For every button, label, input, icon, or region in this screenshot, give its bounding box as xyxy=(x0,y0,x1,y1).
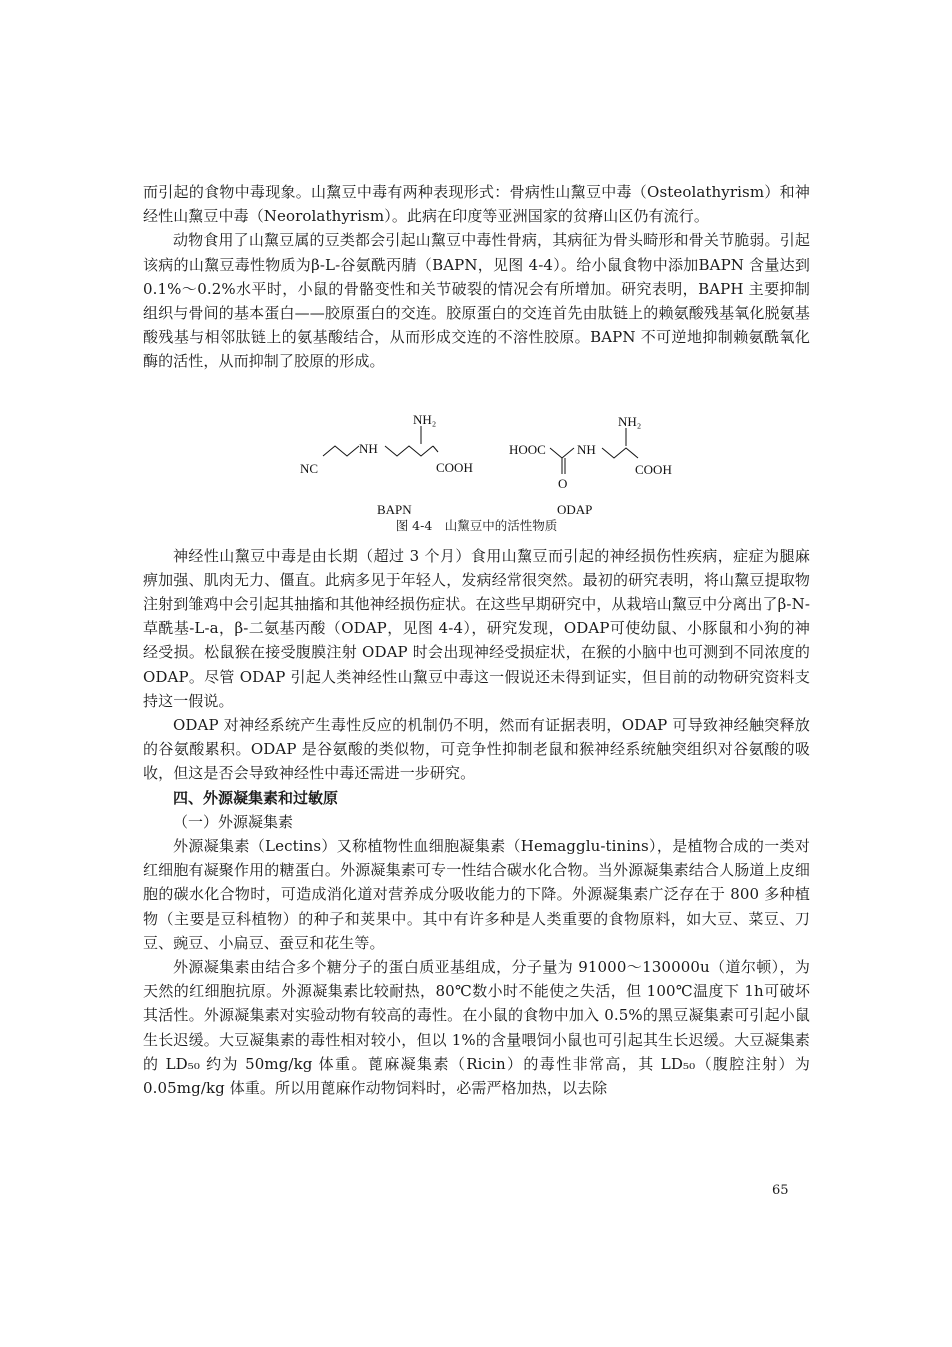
odap-o-label: O xyxy=(558,475,568,491)
bapn-nc-label: NC xyxy=(300,460,319,476)
bapn-structure xyxy=(323,426,438,456)
section-heading: 四、外源凝集素和过敏原 xyxy=(173,788,339,807)
figure-caption: 图 4-4 山黧豆中的活性物质 xyxy=(395,517,558,533)
paragraph-1: 而引起的食物中毒现象。山黧豆中毒有两种表现形式：骨病性山黧豆中毒（Osteolathyrism）和神经性山黧豆中毒（Neorolathyrism）。此病在印度等亚洲国家的贫瘠山区仍有流行。 xyxy=(143,183,810,226)
odap-nh-label: NH xyxy=(577,441,596,457)
bapn-cooh-label: COOH xyxy=(436,459,473,475)
figure-4-4 xyxy=(143,384,810,544)
page-number: 65 xyxy=(772,1183,789,1198)
odap-name: ODAP xyxy=(557,501,593,514)
bapn-name: BAPN xyxy=(377,501,412,514)
paragraph-5: 外源凝集素（Lectins）又称植物性血细胞凝集素（Hemagglu-tinins），是植物合成的一类对红细胞有凝聚作用的糖蛋白。外源凝集素可专一性结合碳水化合物。当外源凝集素结合人肠道上皮细胞的碳水化合物时，可造成消化道对营养成分吸收能力的下降。外源凝集素广泛存在于 800 多种植物（主要是豆科植物）的种子和荚果中。其中有许多种是人类重要的食物原料，如大豆、菜豆、刀豆、豌豆、小扁豆、蚕豆和花生等。 xyxy=(143,837,810,952)
paragraph-6: 外源凝集素由结合多个糖分子的蛋白质亚基组成，分子量为 91000～130000u（道尔顿），为天然的红细胞抗原。外源凝集素比较耐热，80℃数小时不能使之失活，但 100℃温度下 1h可破坏其活性。外源凝集素对实验动物有较高的毒性。在小鼠的食物中加入 0.5%的黑豆凝集素可引起小鼠生长迟缓。大豆凝集素的毒性相对较小，但以 1%的含量喂饲小鼠也可引起其生长迟缓。大豆凝集素的 LD₅₀ 约为 50mg/kg 体重。蓖麻凝集素（Ricin）的毒性非常高，其 LD₅₀（腹腔注射）为 0.05mg/kg 体重。所以用蓖麻作动物饲料时，必需严格加热，以去除 xyxy=(143,958,810,1098)
bapn-nh2-label: NH₂ xyxy=(413,411,437,427)
paragraph-3: 神经性山黧豆中毒是由长期（超过 3 个月）食用山黧豆而引起的神经损伤性疾病，症症为腿麻痹加强、肌肉无力、僵直。此病多见于年轻人，发病经常很突然。最初的研究表明，将山黧豆提取物注射到雏鸡中会引起其抽搐和其他神经损伤症状。在这些早期研究中，从栽培山黧豆中分离出了β-N-草酰基-L-a，β-二氨基丙酸（ODAP，见图 4-4），研究发现，ODAP可使幼鼠、小豚鼠和小狗的神经受损。松鼠猴在接受腹膜注射 ODAP 时会出现神经受损症状，在猴的小脑中也可测到不同浓度的 ODAP。尽管 ODAP 引起人类神经性山黧豆中毒这一假说还未得到证实，但目前的动物研究资料支持这一假说。 xyxy=(143,546,810,710)
bapn-nh-label: NH xyxy=(359,440,378,456)
odap-nh2-label: NH₂ xyxy=(618,413,642,429)
odap-cooh-label: COOH xyxy=(635,461,672,477)
odap-hooc-label: HOOC xyxy=(509,441,546,457)
paragraph-2: 动物食用了山黧豆属的豆类都会引起山黧豆中毒性骨病，其病征为骨头畸形和骨关节脆弱。引起该病的山黧豆毒性物质为β-L-谷氨酰丙腈（BAPN，见图 4-4）。给小鼠食物中添加BAPN 含量达到 0.1%～0.2%水平时，小鼠的骨骼变性和关节破裂的情况会有所增加。研究表明，BAPH 主要抑制组织与骨间的基本蛋白——胶原蛋白的交连。胶原蛋白的交连首先由肽链上的赖氨酸残基氧化脱氨基酸残基与相邻肽链上的氨基酸结合，从而形成交连的不溶性胶原。BAPN 不可逆地抑制赖氨酰氧化酶的活性，从而抑制了胶原的形成。 xyxy=(143,231,810,371)
section-subheading: （一）外源凝集素 xyxy=(173,812,294,831)
paragraph-4: ODAP 对神经系统产生毒性反应的机制仍不明，然而有证据表明，ODAP 可导致神经触突释放的谷氨酸累积。ODAP 是谷氨酸的类似物，可竞争性抑制老鼠和猴神经系统触突组织对谷氨酸的吸收，但这是否会导致神经性中毒还需进一步研究。 xyxy=(143,716,810,783)
chemical-structures xyxy=(143,384,810,514)
page-body xyxy=(143,180,810,1100)
